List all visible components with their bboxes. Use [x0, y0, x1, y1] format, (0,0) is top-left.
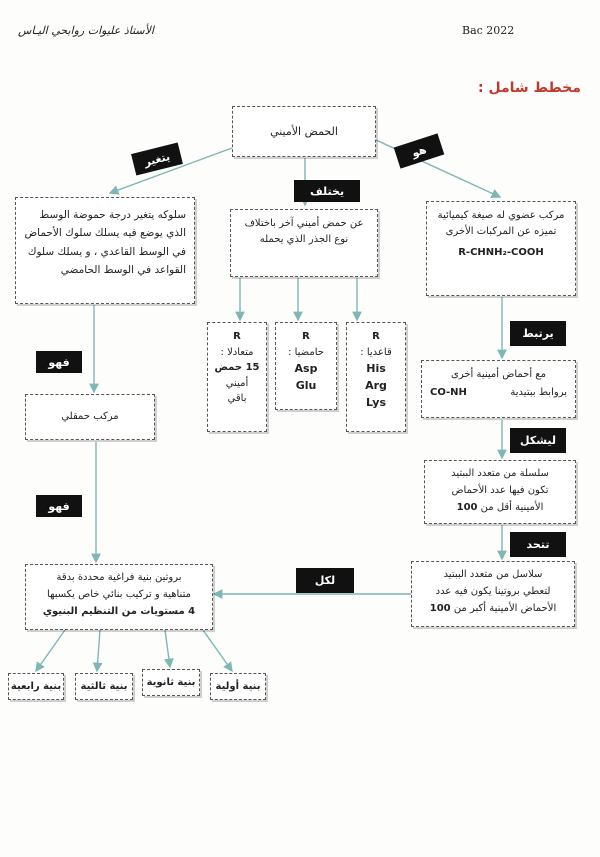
tag-binds: يرتبط — [510, 321, 566, 346]
tag-unite: تتحد — [510, 532, 566, 557]
polypeptide-line1: سلسلة من متعدد الببتيد — [451, 468, 549, 479]
author-signature: الأستاذ عليوات روابحي اليـاس — [18, 24, 154, 37]
r-acidic-line2: Glu — [295, 379, 317, 393]
protein-chains-line2: لتعطي بروتينا يكون فيه عدد — [435, 586, 551, 597]
r-basic-line3: Lys — [366, 396, 386, 410]
polypeptide-line2: تكون فيها عدد الأحماض — [451, 485, 549, 496]
page-title: مخطط شامل : — [478, 80, 581, 96]
r-neutral-head: R — [233, 331, 241, 342]
protein-chains-num: 100 — [429, 603, 451, 614]
r-neutral-line2: أميني — [225, 377, 249, 389]
protein-line2: متناهية و تركيب بنائي خاص يكسبها — [47, 589, 191, 600]
polypeptide-num: 100 — [456, 502, 478, 513]
structure-primary: بنية أولية — [210, 673, 266, 700]
peptide-bond-prefix: بروابط ببتيدية — [510, 386, 567, 398]
peptide-bond-text: مع أحماض أمينية أخرى — [451, 369, 546, 380]
structure-quaternary: بنية رابعية — [8, 673, 64, 700]
definition-text: مركب عضوي له صيغة كيميائية تميزه عن المركبات الأخرى — [437, 210, 565, 237]
structure-tertiary: بنية ثالثية — [75, 673, 133, 700]
r-acidic-sub: حامضيا : — [288, 346, 324, 358]
tag-is: هو — [394, 133, 445, 168]
behavior-box — [15, 197, 195, 304]
tag-so-it-is-1: فهو — [36, 351, 82, 373]
tag-changes: يتغير — [131, 143, 183, 176]
r-neutral-line3: باقي — [227, 393, 247, 404]
amino-acid-root — [232, 106, 376, 157]
protein-line3: 4 مستويات من التنظيم البنيوي — [42, 606, 196, 617]
r-acidic-head: R — [302, 331, 310, 342]
polypeptide-line3: الأمينية أقل من — [480, 502, 544, 513]
protein-box — [25, 564, 213, 630]
peptide-bond-box — [421, 360, 576, 418]
exam-label: Bac 2022 — [462, 24, 515, 37]
definition-box — [426, 201, 576, 296]
tag-to-give: لكل — [296, 568, 354, 593]
amphoteric-text: مركب حمقلي — [61, 411, 119, 423]
r-basic-box — [346, 322, 406, 432]
behavior-text: سلوكه يتغير درجة حموضة الوسط الذي يوضع فيه يسلك سلوك الأحماض في الوسط القاعدي ، و يسلك سلوك القواعد في الوسط الحامضي — [24, 209, 186, 277]
r-acidic-box — [275, 322, 337, 410]
r-basic-head: R — [372, 331, 380, 342]
general-formula: R-CHNH₂-COOH — [458, 247, 544, 258]
polypeptide-box — [424, 460, 576, 524]
protein-chains-box — [411, 561, 575, 627]
r-basic-line2: Arg — [365, 379, 387, 393]
peptide-bond-formula: CO-NH — [430, 386, 467, 398]
r-basic-line1: His — [366, 362, 386, 375]
r-basic-sub: قاعديا : — [360, 346, 392, 358]
amphoteric-box — [25, 394, 155, 440]
radical-difference-text: عن حمض أميني آخر باختلاف نوع الجذر الذي يحمله — [244, 218, 364, 245]
r-neutral-line1: 15 حمض — [214, 362, 260, 373]
tag-differs: يختلف — [294, 180, 360, 202]
protein-chains-line3: الأحماض الأمينية أكبر من — [453, 603, 557, 614]
r-neutral-sub: متعادلا : — [220, 346, 254, 358]
r-acidic-line1: Asp — [294, 362, 318, 375]
tag-so-it-is-2: فهو — [36, 495, 82, 517]
r-neutral-box — [207, 322, 267, 432]
protein-line1: بروتين بنية فراغية محددة بدقة — [56, 572, 182, 583]
radical-difference-box — [230, 209, 378, 277]
root-label: الحمض الأميني — [270, 124, 338, 138]
tag-forms: ليشكل — [510, 428, 566, 453]
structure-secondary: بنية ثانوية — [142, 669, 200, 696]
protein-chains-line1: سلاسل من متعدد الببتيد — [443, 569, 543, 580]
